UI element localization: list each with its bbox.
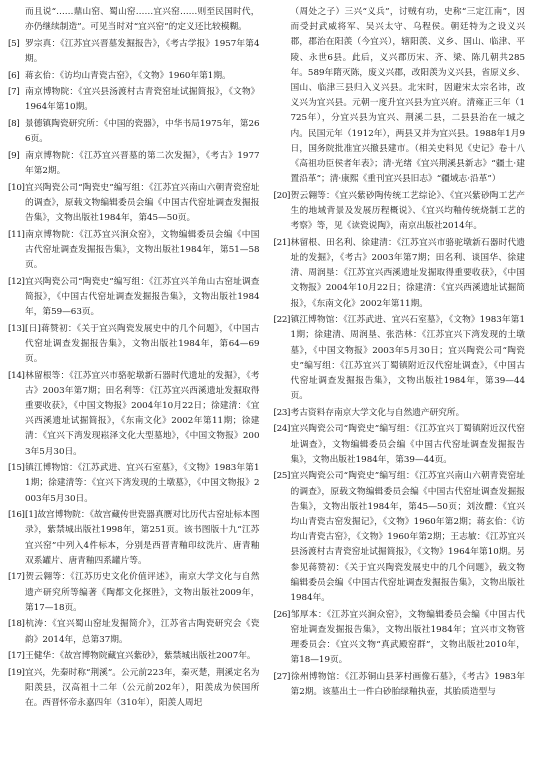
note-text: 罗宗真：《江苏宜兴晋墓发掘报告》，《考古学报》1957年第4期。 [25,38,260,64]
note-item [8,275,260,321]
note-item [8,461,260,507]
note-text: [1]故宫博物院：《故宫藏传世瓷器真赝对比历代古窑址标本图录》，紫禁城出版社1998年，第251页。该书图版十九“江苏宜兴窑”中列入4件标本，分别是西晋青釉印纹洗片、唐青釉双系罐片、唐青釉四系罐片等。 [25,510,260,566]
note-item [8,322,260,368]
note-number: [14] [8,370,25,381]
note-text: 王健华：《故宫博物院藏宜兴紫砂》，紫禁城出版社2007年。 [25,651,256,662]
note-number: [13] [8,323,25,334]
note-number: [5] [8,38,20,49]
note-item [274,313,526,404]
note-item [274,608,526,669]
note-item [274,406,526,421]
note-item [274,189,526,235]
note-item [8,149,260,179]
note-item [8,181,260,227]
note-number: [16] [8,510,25,521]
left-column [8,5,260,779]
note-number: [6] [8,70,20,81]
note-text: 贺云翱等：《宜兴紫砂陶传统工艺综论》、《宜兴紫砂陶工艺产生的地域背景及发展历程概说》、《宜兴均釉传统烧制工艺的考察》等，见《读瓷说陶》，南京出版社2014年。 [290,190,525,232]
note-item [274,670,526,700]
note-number: [19] [8,667,25,678]
note-item [8,666,260,712]
note-number: [8] [8,118,20,129]
note-text: 宜兴陶瓷公司“陶瓷史”编写组：《江苏宜兴南山六朝青瓷窑址的调查》，原载文物编辑委员会编《中国古代窑址调查发掘报告集》，文物出版社1984年，第45—50页；刘汝醴：《宜兴均山青瓷古窑发掘记》，《文物》1960年第2期；蒋玄佁：《访均山青瓷古窑》，《文物》1960年第2期；王志敏：《江苏宜兴县汤渡村古青瓷窑址试掘简报》，《文物》1964年第10期。另参见蒋赞初：《关于宜兴陶瓷发展史中的几个问题》，载文物编辑委员会编《中国古代窑址调查发掘报告集》，文物出版社1984年。 [290,471,525,604]
note-number: [20] [273,190,291,201]
note-item [8,69,260,84]
note-text: 蒋玄佁：《访均山青瓷古窑》，《文物》1960年第1期。 [25,70,231,81]
note-text: 景德镇陶瓷研究所：《中国的瓷器》，中华书局1975年，第266页。 [25,118,260,145]
note-item [8,228,260,274]
note-item [8,570,260,616]
note-number: [15] [8,463,25,474]
note-text: 而且说“……鼎山窑、蜀山窑……宜兴窑……则至民国时代，亦仍继续制造”。可见当时对“宜兴窑”的定义还比较模糊。 [25,7,260,33]
note-number: [23] [273,407,291,418]
note-number: [21] [273,237,291,248]
note-text: [日]蒋赞初：《关于宜兴陶瓷发展史中的几个问题》，《中国古代窑址调查发掘报告集》，文物出版社1984年，第64—69页。 [25,323,260,364]
note-number: [18] [8,619,25,630]
note-number: [27] [273,671,291,682]
note-text: 镇江博物馆：《江苏武进、宜兴石室墓》，《文物》1983年第11期；徐建清、周润垦、张浩林：《江苏宜兴下湾发现的土墩墓》，《中国文物报》2003年5月30日；宜兴陶瓷公司“陶瓷史”编写组：《江苏宜兴丁蜀镇附近汉代窑址调查》，《中国古代窑址调查发掘报告集》，文物出版社1984年，第39—44页。 [290,315,525,402]
note-text: 宜兴陶瓷公司“陶瓷史”编写组：《江苏宜兴羊角山古窑址调查简报》，《中国古代窑址调查发掘报告集》，文物出版社1984年，第59—63页。 [25,276,260,317]
note-number: [17] [8,651,25,662]
note-number: [9] [8,150,20,161]
note-text: 考古资料存南京大学文化与自然遗产研究所。 [290,407,465,418]
note-text: 南京博物院：《江苏宜兴涧众窑》，文物编辑委员会编《中国古代窑址调查发掘报告集》，文物出版社1984年，第51—58页。 [25,229,260,270]
note-item [8,85,260,115]
note-item [274,422,526,468]
note-item [8,5,260,35]
note-item [274,5,526,187]
note-item [8,649,260,664]
note-number: [10] [8,182,25,193]
note-text: 宜兴陶瓷公司“陶瓷史”编写组：《江苏宜兴丁蜀镇附近汉代窑址调查》，文物编辑委员会编《中国古代窑址调查发掘报告集》，文物出版社1984年，第39—44页。 [290,424,525,465]
note-text: 宜兴，先秦时称“荆溪”。公元前223年，秦灭楚，荆溪定名为阳羡县，汉高祖十二年（公元前202年），阳羡成为侯国所在。西晋怀帝永嘉四年（310年），阳羡人周圯 [25,667,260,709]
note-number: [25] [273,471,291,482]
note-text: 镇江博物馆：《江苏武进、宜兴石室墓》，《文物》1983年第11期；徐建清等：《宜兴下湾发现的土墩墓》，《中国文物报》2003年5月30日。 [25,463,260,504]
note-item [8,117,260,147]
note-item [8,37,260,67]
note-number: [22] [273,315,291,326]
note-item [8,617,260,647]
note-number: [12] [8,276,25,287]
note-text: 林留根、田名利、徐建清：《江苏宜兴市骆驼墩新石器时代遗址的发掘》，《考古》2003年第7期；田名利、谈国华、徐建清、周润垦：《江苏宜兴西溪遗址发掘取得重要收获》，《中国文物报》2004年10月22日；徐建清：《宜兴西溪遗址试掘简报》，《东南文化》2002年第11期。 [290,237,525,309]
note-number: [24] [273,424,291,435]
note-item [274,236,526,312]
note-text: 林留根等：《江苏宜兴市骆驼墩新石器时代遗址的发掘》，《考古》2003年第7期；田名利等：《江苏宜兴西溪遗址发掘取得重要收获》，《中国文物报》2004年10月22日；徐建清：《宜兴西溪遗址试掘简报》，《东南文化》2002年第11期；徐建清：《宜兴下湾发现崧泽文化大型墓地》，《中国文物报》2003年5月30日。 [25,370,260,457]
note-text: 南京博物院：《宜兴县汤渡村古青瓷窑址试掘简报》，《文物》1964年第10期。 [25,87,260,113]
note-text: 杭涛：《宜兴蜀山窑址发掘简介》，江苏省古陶瓷研究会《瓷韵》2014年，总第37期。 [25,619,260,645]
note-text: （周处之子）三兴“义兵”，讨贼有功，史称“三定江南”，因而受封武威将军、吴兴太守、乌程侯。朝廷特为之设义兴郡，郡治在阳羡（今宜兴），辖阳羡、义乡、国山、临津、平陵、永世6县。此后，义兴郡历宋、齐、梁、陈几朝共285年。589年隋灭陈，废义兴郡，改阳羡为义兴县，省原义乡、国山、临津三县归入义兴县。北宋时，因避宋太宗名讳，改义兴为宜兴县。元朝一度升宜兴县为宜兴府。清雍正三年（1725年），分宜兴县为宜兴、荆溪二县，二县县治在一城之内。民国元年（1912年），两县又并为宜兴县。1988年1月9日，国务院批准宜兴撤县建市。（相关史料见《史记》卷十八《高祖功臣侯者年表》；清·光绪《宜兴荆溪县新志》“疆土·建置沿革”；清·康熙《重刊宜兴县旧志》“疆域志·沿革”） [290,7,525,185]
note-item [8,508,260,569]
note-text: 宜兴陶瓷公司“陶瓷史”编写组：《江苏宜兴南山六朝青瓷窑址的调查》，原载文物编辑委员会编《中国古代窑址调查发掘报告集》，文物出版社1984年，第45—50页。 [25,182,260,223]
note-text: 邹厚本：《江苏宜兴涧众窑》，文物编辑委员会编《中国古代窑址调查发掘报告集》，文物出版社1984年；宜兴市文物管理委员会：《宜兴文物“真武殿窑群”，文物出版社2010年，第18—19页。 [290,609,525,666]
note-item [274,469,526,606]
note-item [8,369,260,460]
note-text: 徐州博物馆：《江苏铜山县茅村画像石墓》，《考古》1983年第2期。该墓出土一件白砂胎绿釉执壶，其胎质造型与 [290,671,525,698]
right-column [274,5,526,779]
note-text: 贺云翱等：《江苏历史文化价值评述》，南京大学文化与自然遗产研究所等编著《陶都文化探胜》，文物出版社2009年，第17—18页。 [25,572,260,613]
note-text: 南京博物院：《江苏宜兴晋墓的第二次发掘》，《考古》1977年第2期。 [25,150,260,176]
note-number: [7] [8,87,20,98]
note-number: [17] [8,572,25,583]
note-number: [26] [273,609,291,620]
note-number: [11] [8,229,25,240]
